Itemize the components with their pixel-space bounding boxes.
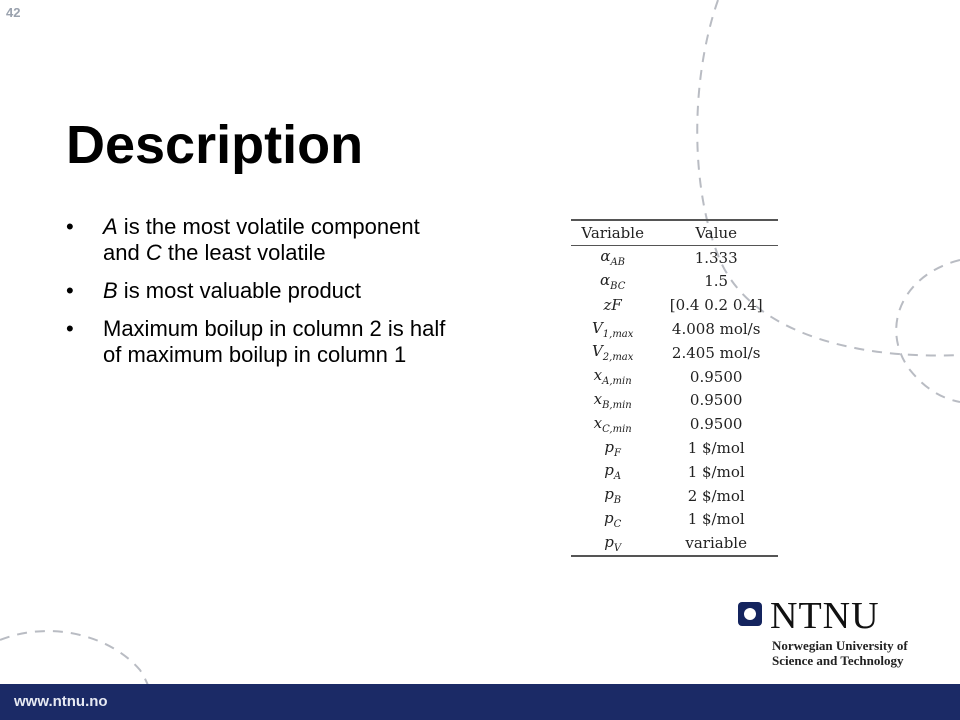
footer-bar <box>0 684 960 720</box>
value-cell: 1 $/mol <box>687 510 745 529</box>
variable-cell <box>571 531 654 556</box>
variable-subscript: C,min <box>602 423 632 435</box>
table-row <box>571 460 778 484</box>
table-row <box>571 508 778 532</box>
logo-wordmark: NTNU <box>770 595 880 637</box>
value-cell: 1.5 <box>704 272 729 291</box>
value-cell: 2.405 mol/s <box>671 343 761 362</box>
slide-number: 42 <box>6 5 21 20</box>
value-cell: variable <box>685 534 747 553</box>
logo-tagline-line-1: Norwegian University of <box>772 638 908 653</box>
value-cell: 0.9500 <box>689 367 743 386</box>
variable-cell <box>571 293 654 317</box>
bullet-dot: • <box>66 278 74 303</box>
variable-symbol: p <box>604 461 614 480</box>
value-cell: 2 $/mol <box>687 486 745 505</box>
value-cell: 0.9500 <box>689 415 743 434</box>
table-row <box>571 341 778 365</box>
variable-cell <box>571 389 654 413</box>
bullet-text: is the most volatile component and <box>103 214 420 265</box>
column-header-value: Value <box>695 223 738 242</box>
table-row <box>571 365 778 389</box>
ntnu-logo-mark-icon <box>738 602 762 626</box>
variable-subscript: A,min <box>602 376 632 388</box>
variable-table <box>571 219 778 557</box>
variable-symbol: x <box>593 413 603 432</box>
bullet-item <box>66 214 456 266</box>
variable-subscript: V <box>613 542 622 554</box>
variable-subscript: C <box>613 518 622 530</box>
variable-cell <box>571 484 654 508</box>
variable-cell <box>571 460 654 484</box>
table-body <box>571 245 778 556</box>
bullet-variable: B <box>103 278 118 303</box>
bullet-dot: • <box>66 214 74 239</box>
variable-symbol: V <box>591 318 603 337</box>
value-cell: 1 $/mol <box>687 462 745 481</box>
table-header-row <box>571 220 778 245</box>
value-cell: [0.4 0.2 0.4] <box>669 296 763 315</box>
table-row <box>571 484 778 508</box>
variable-symbol: p <box>604 437 614 456</box>
variable-cell <box>571 365 654 389</box>
bullet-list <box>66 214 456 380</box>
variable-subscript: BC <box>610 280 626 292</box>
table-row <box>571 389 778 413</box>
slide-title: Description <box>66 115 364 176</box>
bullet-item <box>66 316 456 368</box>
value-cell: 1.333 <box>694 248 738 267</box>
logo-tagline-line-2: Science and Technology <box>772 653 904 668</box>
variable-subscript: B,min <box>602 399 632 411</box>
variable-subscript: B <box>613 495 622 507</box>
variable-cell <box>571 508 654 532</box>
variable-subscript: F <box>614 447 621 459</box>
value-cell: 0.9500 <box>689 391 743 410</box>
table-row <box>571 293 778 317</box>
value-cell: 1 $/mol <box>687 439 745 458</box>
footer-url-link[interactable]: www.ntnu.no <box>14 693 108 710</box>
bullet-text: the least volatile <box>161 240 326 265</box>
variable-symbol: x <box>593 366 603 385</box>
variable-cell <box>571 317 654 341</box>
variable-symbol: α <box>600 247 611 266</box>
variable-subscript: A <box>613 471 622 483</box>
bullet-text: is most valuable product <box>117 278 362 303</box>
table-row <box>571 270 778 294</box>
value-cell: 4.008 mol/s <box>671 320 761 339</box>
variable-cell <box>571 341 654 365</box>
variable-symbol: x <box>593 389 603 408</box>
bullet-variable: A <box>103 214 118 239</box>
variable-symbol: p <box>604 508 614 527</box>
variable-subscript: 2,max <box>602 352 634 364</box>
table-row <box>571 245 778 269</box>
variable-cell <box>571 245 654 269</box>
column-header-variable: Variable <box>581 223 644 242</box>
variable-symbol: p <box>604 485 614 504</box>
variable-cell <box>571 412 654 436</box>
bullet-variable: C <box>145 240 162 265</box>
variable-subscript: 1,max <box>602 328 634 340</box>
variable-cell <box>571 436 654 460</box>
table-row <box>571 412 778 436</box>
variable-symbol: zF <box>603 296 622 315</box>
variable-cell <box>571 270 654 294</box>
bullet-item <box>66 278 456 304</box>
variable-symbol: α <box>600 270 611 289</box>
table-row <box>571 436 778 460</box>
variable-symbol: p <box>604 532 614 551</box>
variable-subscript: AB <box>610 257 626 269</box>
table-row <box>571 317 778 341</box>
variable-symbol: V <box>591 342 603 361</box>
table-row <box>571 531 778 556</box>
ntnu-logo <box>738 595 938 670</box>
bullet-text: Maximum boilup in column 2 is half of maximum boilup in column 1 <box>103 316 446 367</box>
bullet-dot: • <box>66 316 74 341</box>
